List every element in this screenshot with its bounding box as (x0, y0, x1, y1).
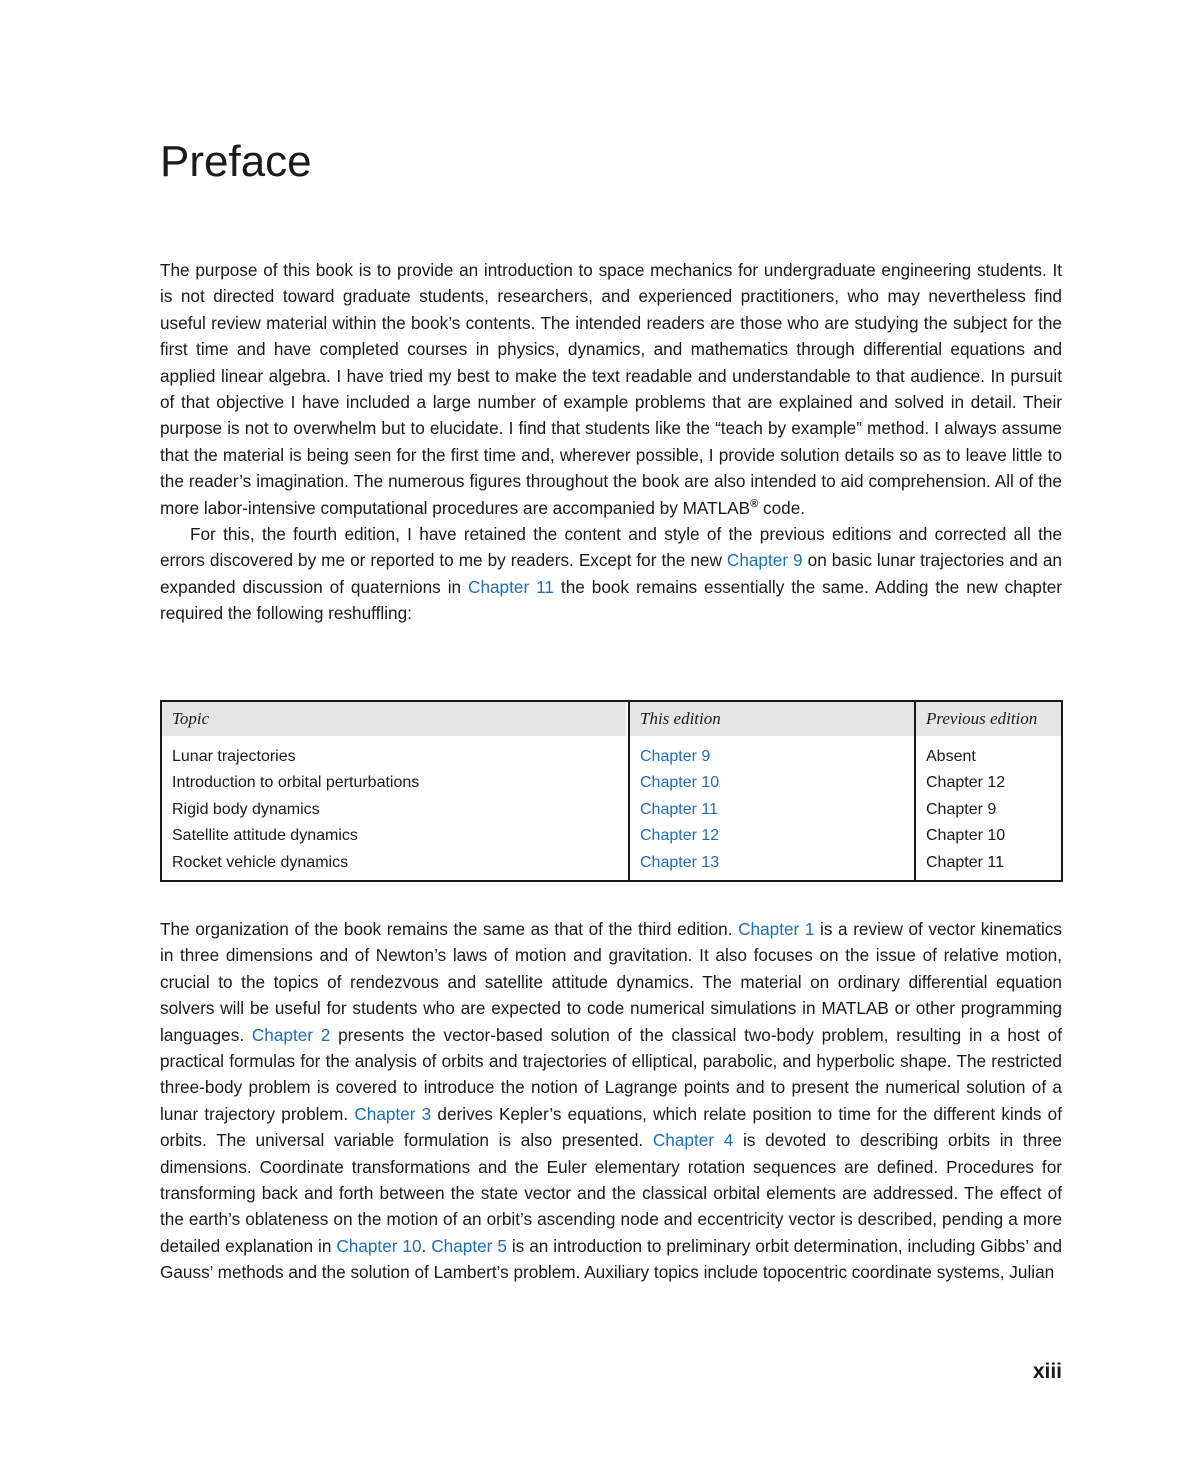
table-cell-topic: Satellite attitude dynamics (172, 827, 358, 845)
table-cell-topic: Lunar trajectories (172, 748, 296, 765)
paragraph-1 (160, 257, 1062, 521)
paragraph-3-text: is a review of vector kinematics in three dimensions and of Newton’s laws of motion and gravitation. It also focuses on the issue of relative motion, crucial to the topics of rendezvous and satellite attitude dynamics. The material on ordinary differential equation solvers will be useful for students who are expected to code numerical simulations in MATLAB or other programming languages. (160, 919, 1062, 1045)
table-cell-chapter-link[interactable]: Chapter 9 (640, 748, 711, 765)
paragraph-1-tail: code. (758, 497, 806, 518)
paragraph-2-text-1: For this, the fourth edition, I have retained the content and style of the previous editions and corrected all the errors discovered by me or reported to me by readers. Except for the new (160, 524, 1062, 571)
paragraph-3-text: . (421, 1235, 432, 1256)
paragraph-3 (160, 916, 1062, 1286)
chapter-3-link[interactable]: Chapter 3 (354, 1103, 432, 1124)
paragraph-2-text-2: on basic lunar trajectories and an expanded discussion of quaternions in (160, 550, 1062, 597)
table-cell-previous: Chapter 10 (926, 827, 1006, 845)
page-number: xiii (1032, 1360, 1062, 1383)
chapter-9-link[interactable]: Chapter 9 (726, 550, 803, 571)
topic-column (162, 702, 626, 880)
table-cell-topic: Rigid body dynamics (172, 800, 320, 818)
table-cell-previous: Chapter 11 (926, 853, 1004, 871)
chapter-1-link[interactable]: Chapter 1 (738, 919, 815, 939)
this-edition-column (628, 702, 914, 880)
chapter-5-link[interactable]: Chapter 5 (431, 1235, 507, 1256)
previous-edition-header: Previous edition (916, 702, 1061, 736)
paragraph-3-text: The organization of the book remains the same as that of the third edition. (160, 919, 739, 939)
topic-header: Topic (162, 702, 626, 736)
intro-section (160, 257, 1062, 627)
chapter-2-link[interactable]: Chapter 2 (251, 1024, 331, 1045)
chapter-10-link[interactable]: Chapter 10 (336, 1235, 422, 1256)
paragraph-3-text: is an introduction to preliminary orbit determination, including Gibbs’ and Gauss’ methods and the solution of Lambert’s problem. Auxiliary topics include topocentric coordinate systems, Julian (160, 1235, 1063, 1283)
table-cell-previous: Absent (926, 748, 976, 765)
organization-section (160, 916, 1062, 1286)
reshuffling-table (160, 700, 1063, 882)
paragraph-3-text: derives Kepler’s equations, which relate position to time for the different kinds of orbits. The universal variable formulation is also presented. (160, 1103, 1063, 1151)
this-edition-header: This edition (630, 702, 914, 736)
table-cell-previous: Chapter 9 (926, 800, 997, 818)
table-cell-chapter-link[interactable]: Chapter 13 (640, 853, 720, 871)
paragraph-3-text: is devoted to describing orbits in three dimensions. Coordinate transformations and the Euler elementary rotation sequences are defined. Procedures for transforming back and forth between the state vector and the classical orbital elements are addressed. The effect of the earth’s oblateness on the motion of an orbit’s ascending node and eccentricity vector is described, pending a more detailed explanation in (160, 1130, 1062, 1256)
paragraph-2 (160, 521, 1062, 627)
table-cell-chapter-link[interactable]: Chapter 12 (640, 827, 720, 845)
registered-mark: ® (750, 497, 759, 510)
table-cell-topic: Rocket vehicle dynamics (172, 853, 349, 871)
paragraph-1-text: The purpose of this book is to provide an introduction to space mechanics for undergraduate engineering students. It is not directed toward graduate students, researchers, and experienced practitioners, who may nevertheless find useful review material within the book’s contents. The intended readers are those who are studying the subject for the first time and have completed courses in physics, dynamics, and mathematics through differential equations and applied linear algebra. I have tried my best to make the text readable and understandable to that audience. In pursuit of that objective I have included a large number of example problems that are explained and solved in detail. Their purpose is not to overwhelm but to elucidate. I find that students like the “teach by example” method. I always assume that the material is being seen for the first time and, wherever possible, I provide solution details so as to leave little to the reader’s imagination. The numerous figures throughout the book are also intended to aid comprehension. All of the more labor-intensive computational procedures are accompanied by MATLAB (160, 260, 1062, 518)
table-cell-topic: Introduction to orbital perturbations (172, 774, 420, 792)
paragraph-2-text-3: the book remains essentially the same. Adding the new chapter required the following reshuffling: (160, 576, 1062, 624)
page-title: Preface (160, 137, 312, 186)
table-cell-chapter-link[interactable]: Chapter 10 (640, 774, 720, 792)
table-cell-chapter-link[interactable]: Chapter 11 (640, 800, 718, 818)
table-cell-previous: Chapter 12 (926, 774, 1006, 792)
chapter-11-link[interactable]: Chapter 11 (468, 576, 554, 597)
previous-edition-column (914, 702, 1061, 880)
paragraph-3-text: presents the vector-based solution of the classical two-body problem, resulting in a host of practical formulas for the analysis of orbits and trajectories of elliptical, parabolic, and hyperbolic shape. The restricted three-body problem is covered to introduce the notion of Lagrange points and to present the numerical solution of a lunar trajectory problem. (160, 1024, 1063, 1124)
chapter-4-link[interactable]: Chapter 4 (652, 1130, 734, 1151)
